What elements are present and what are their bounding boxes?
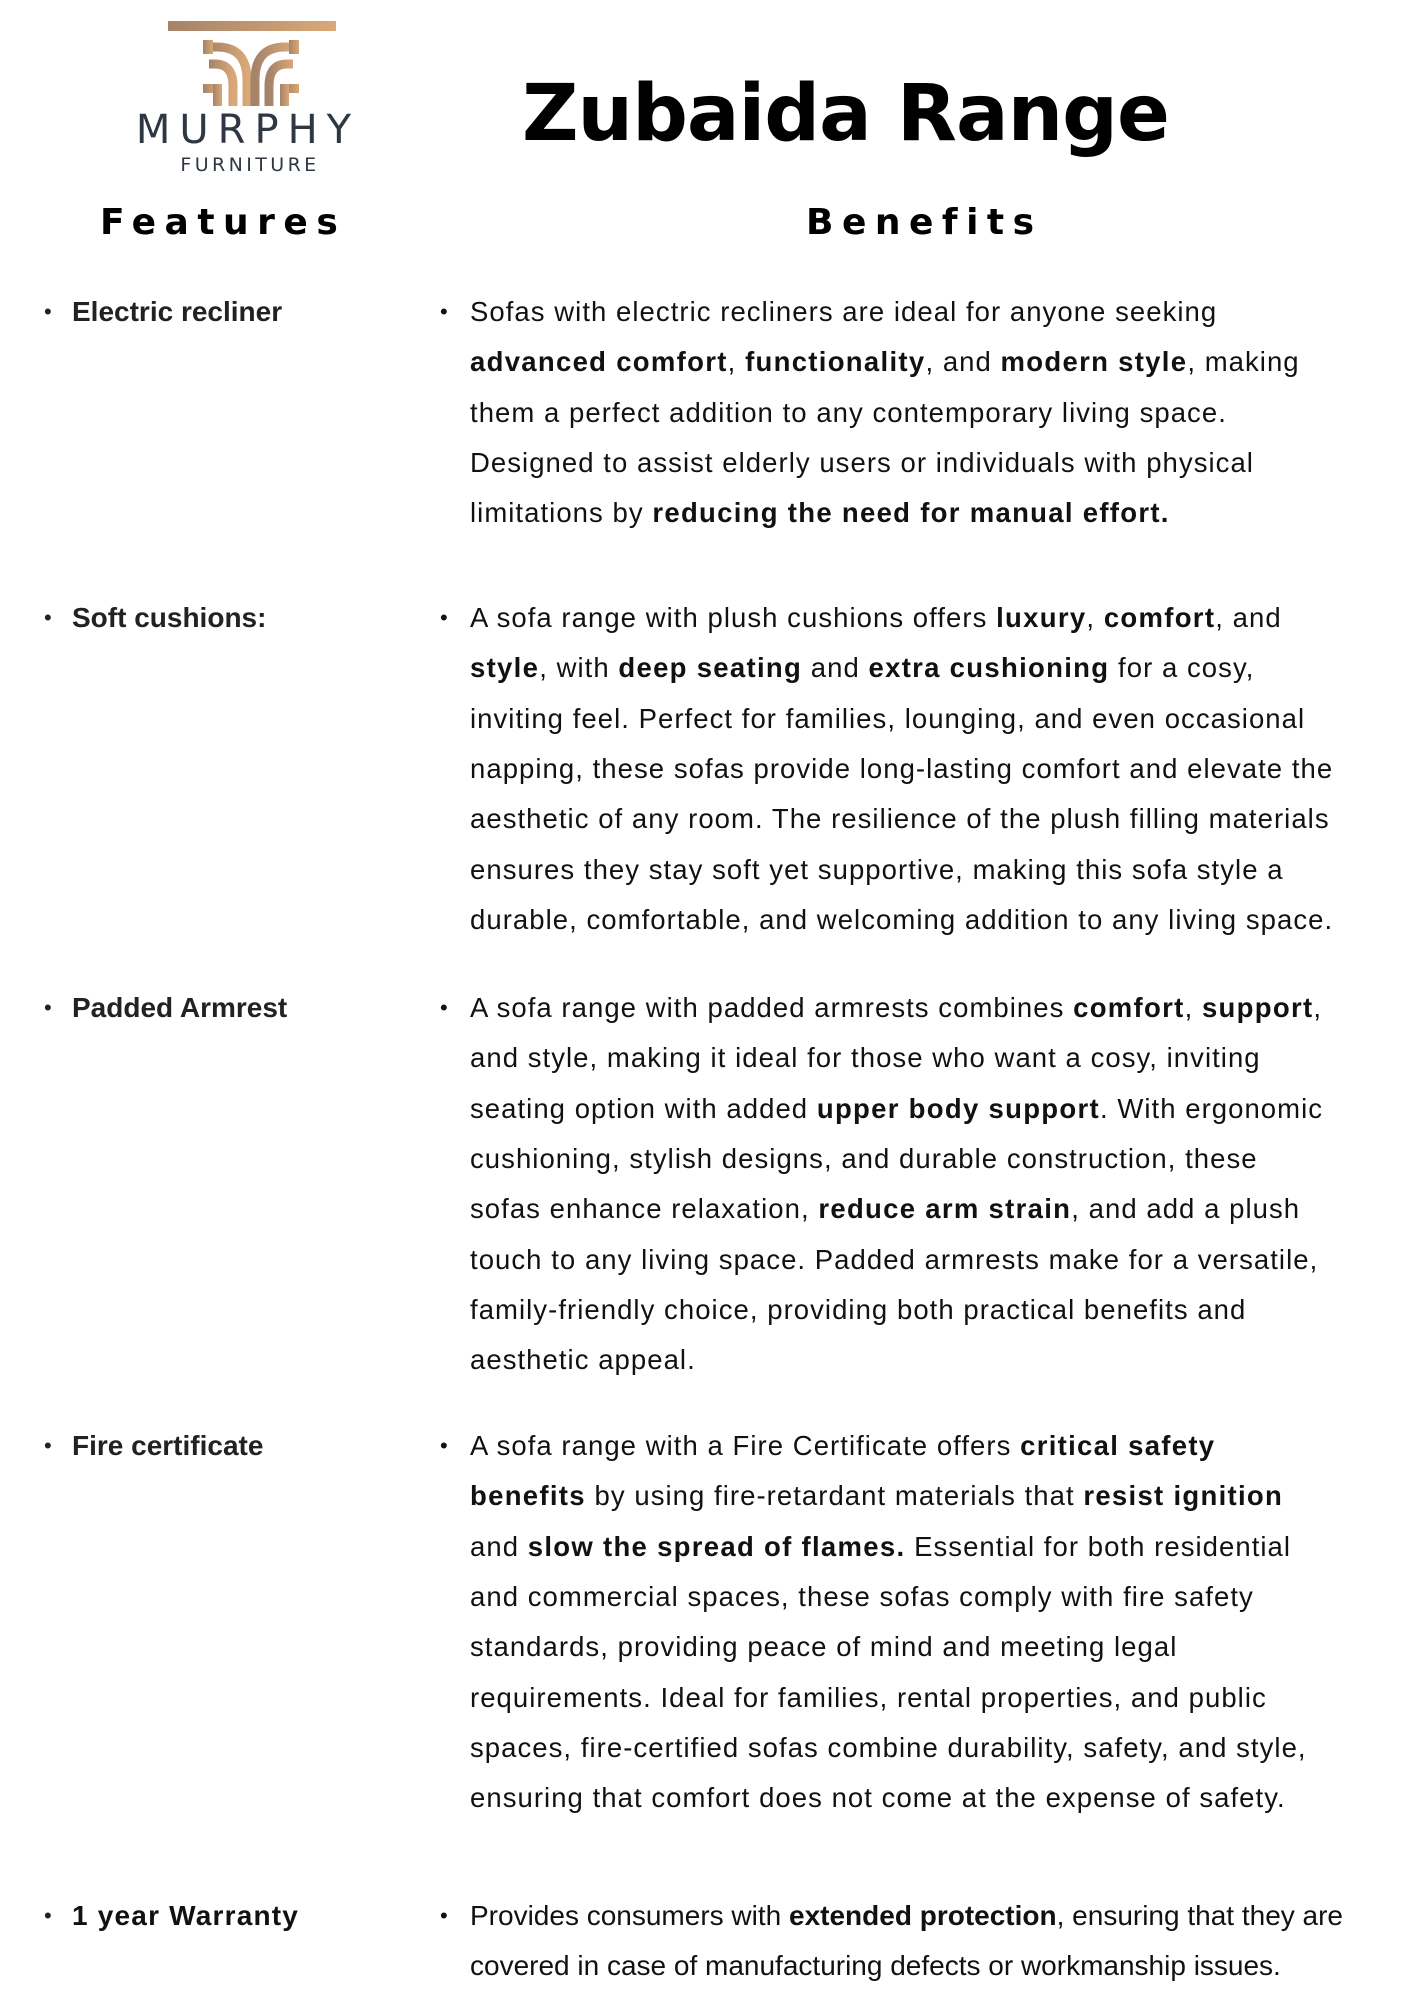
emphasis-text: critical safety xyxy=(1020,1430,1216,1461)
feature-item-warranty xyxy=(44,1898,299,1936)
feature-item-electric-recliner xyxy=(44,294,282,332)
emphasis-text: reducing the need for manual effort. xyxy=(652,497,1170,529)
benefit-text xyxy=(470,1191,1300,1227)
benefit-text xyxy=(470,1040,1261,1076)
benefit-text xyxy=(470,1730,1307,1766)
body-text: A sofa range with padded armrests combines xyxy=(470,992,1074,1023)
body-text: for a cosy, xyxy=(1109,652,1255,684)
emphasis-text: deep seating xyxy=(618,652,803,684)
benefit-text xyxy=(470,751,1333,787)
body-text: , making xyxy=(1187,346,1300,378)
bullet-icon: • xyxy=(44,1903,52,1928)
benefit-text xyxy=(470,990,1322,1026)
emphasis-text: upper body support xyxy=(816,1092,1100,1124)
emphasis-text: functionality xyxy=(745,346,926,378)
emphasis-text: advanced comfort xyxy=(470,346,728,378)
benefit-text xyxy=(470,294,1217,330)
benefit-text xyxy=(470,1898,1343,1934)
bullet-icon: • xyxy=(44,299,52,324)
emphasis-text: extended protection xyxy=(789,1900,1057,1931)
emphasis-text: luxury xyxy=(996,602,1087,633)
benefit-text xyxy=(470,445,1254,481)
bullet-icon: • xyxy=(440,995,449,1020)
benefit-text xyxy=(470,395,1227,431)
body-text: Essential for both residential xyxy=(905,1530,1292,1562)
benefit-text xyxy=(470,1478,1283,1514)
benefit-text xyxy=(470,1948,1281,1984)
body-text: , xyxy=(727,346,746,378)
body-text: and commercial spaces, these sofas comply with fire safety xyxy=(470,1580,1254,1612)
benefit-text xyxy=(470,852,1284,888)
body-text: them a perfect addition to any contemporary living space. xyxy=(470,396,1227,428)
benefit-text xyxy=(470,1292,1246,1328)
benefit-text xyxy=(470,801,1330,837)
body-text: Provides consumers with xyxy=(470,1900,790,1931)
benefit-text xyxy=(470,495,1170,531)
body-text: and xyxy=(470,1530,528,1562)
body-text: touch to any living space. Padded armrests make for a versatile, xyxy=(470,1243,1319,1275)
emphasis-text: reduce arm strain xyxy=(818,1193,1072,1225)
logo-emblem-icon xyxy=(203,40,299,106)
body-text: Designed to assist elderly users or individuals with physical xyxy=(470,446,1254,478)
body-text: , ensuring that they are xyxy=(1056,1900,1344,1931)
feature-label: Padded Armrest xyxy=(72,992,288,1023)
benefit-text xyxy=(470,1428,1215,1464)
benefit-text xyxy=(470,650,1254,686)
feature-item-padded-armrest xyxy=(44,990,287,1028)
benefit-text xyxy=(470,1242,1318,1278)
body-text: , xyxy=(1313,992,1323,1023)
body-text: aesthetic appeal. xyxy=(470,1344,696,1376)
feature-label: Electric recliner xyxy=(72,296,283,327)
emphasis-text: resist ignition xyxy=(1083,1480,1284,1512)
feature-label: Soft cushions: xyxy=(72,602,267,633)
bullet-icon: • xyxy=(440,605,449,630)
benefit-line xyxy=(440,294,1218,332)
body-text: family-friendly choice, providing both practical benefits and xyxy=(470,1293,1247,1325)
benefit-text xyxy=(470,701,1305,737)
body-text: seating option with added xyxy=(470,1092,817,1124)
body-text: cushioning, stylish designs, and durable construction, these xyxy=(470,1142,1258,1174)
body-text: . With ergonomic xyxy=(1099,1092,1324,1124)
bullet-icon: • xyxy=(440,299,449,324)
body-text: napping, these sofas provide long-lasting comfort and elevate the xyxy=(470,752,1334,784)
benefit-text xyxy=(470,1141,1258,1177)
benefit-text xyxy=(470,1680,1267,1716)
body-text: spaces, fire-certified sofas combine durability, safety, and style, xyxy=(470,1731,1307,1763)
emphasis-text: comfort xyxy=(1073,992,1185,1023)
body-text: aesthetic of any room. The resilience of the plush filling materials xyxy=(470,803,1330,835)
body-text: , with xyxy=(539,652,619,684)
brand-name: MURPHY xyxy=(135,107,361,153)
bullet-icon: • xyxy=(44,605,52,630)
body-text: requirements. Ideal for families, rental properties, and public xyxy=(470,1681,1267,1713)
feature-label: Fire certificate xyxy=(72,1430,264,1461)
body-text: ensuring that comfort does not come at the expense of safety. xyxy=(470,1782,1286,1814)
body-text: Sofas with electric recliners are ideal for anyone seeking xyxy=(470,296,1218,327)
emphasis-text: extra cushioning xyxy=(868,652,1110,684)
emphasis-text: slow the spread of flames. xyxy=(527,1530,906,1562)
feature-label: 1 year Warranty xyxy=(72,1900,300,1931)
body-text: sofas enhance relaxation, xyxy=(470,1193,819,1225)
feature-item-fire-certificate xyxy=(44,1428,263,1466)
benefit-text xyxy=(470,902,1333,938)
bullet-icon: • xyxy=(44,995,52,1020)
benefit-line xyxy=(440,600,1282,638)
body-text: , and add a plush xyxy=(1071,1193,1301,1225)
body-text: , xyxy=(1086,602,1104,633)
body-text: durable, comfortable, and welcoming addition to any living space. xyxy=(470,903,1334,935)
benefit-text xyxy=(470,600,1282,636)
benefit-text xyxy=(470,1342,696,1378)
benefit-text xyxy=(470,1629,1177,1665)
features-heading: Features xyxy=(100,202,347,243)
benefits-heading: Benefits xyxy=(806,202,1043,243)
emphasis-text: modern style xyxy=(1000,346,1188,378)
body-text: ensures they stay soft yet supportive, making this sofa style a xyxy=(470,853,1284,885)
emphasis-text: comfort xyxy=(1103,602,1216,633)
body-text: inviting feel. Perfect for families, lounging, and even occasional xyxy=(470,702,1306,734)
body-text: covered in case of manufacturing defects or workmanship issues. xyxy=(470,1950,1281,1982)
benefit-text xyxy=(470,1780,1286,1816)
benefit-text xyxy=(470,1529,1291,1565)
benefit-text xyxy=(470,1579,1254,1615)
feature-item-soft-cushions xyxy=(44,600,266,638)
benefit-text xyxy=(470,344,1300,380)
page-title: Zubaida Range xyxy=(522,69,1169,159)
bullet-icon: • xyxy=(440,1433,449,1458)
body-text: by using fire-retardant materials that xyxy=(585,1480,1084,1512)
emphasis-text: support xyxy=(1201,992,1314,1023)
body-text: and style, making it ideal for those who want a cosy, inviting xyxy=(470,1042,1261,1074)
logo-top-bar xyxy=(168,21,336,31)
bullet-icon: • xyxy=(440,1903,448,1928)
body-text: limitations by xyxy=(470,497,653,529)
bullet-icon: • xyxy=(44,1433,52,1458)
body-text: and xyxy=(802,652,869,684)
benefit-text xyxy=(470,1091,1323,1127)
body-text: A sofa range with plush cushions offers xyxy=(470,602,997,633)
benefit-line xyxy=(440,1428,1216,1466)
benefit-line xyxy=(440,1898,1344,1936)
body-text: , xyxy=(1184,992,1202,1023)
brand-subname: FURNITURE xyxy=(180,154,320,176)
emphasis-text: benefits xyxy=(470,1480,586,1512)
body-text: standards, providing peace of mind and meeting legal xyxy=(470,1631,1178,1663)
benefit-line xyxy=(440,990,1323,1028)
body-text: , and xyxy=(1215,602,1282,633)
emphasis-text: style xyxy=(470,652,540,684)
body-text: , and xyxy=(925,346,1001,378)
body-text: A sofa range with a Fire Certificate offers xyxy=(470,1430,1021,1461)
